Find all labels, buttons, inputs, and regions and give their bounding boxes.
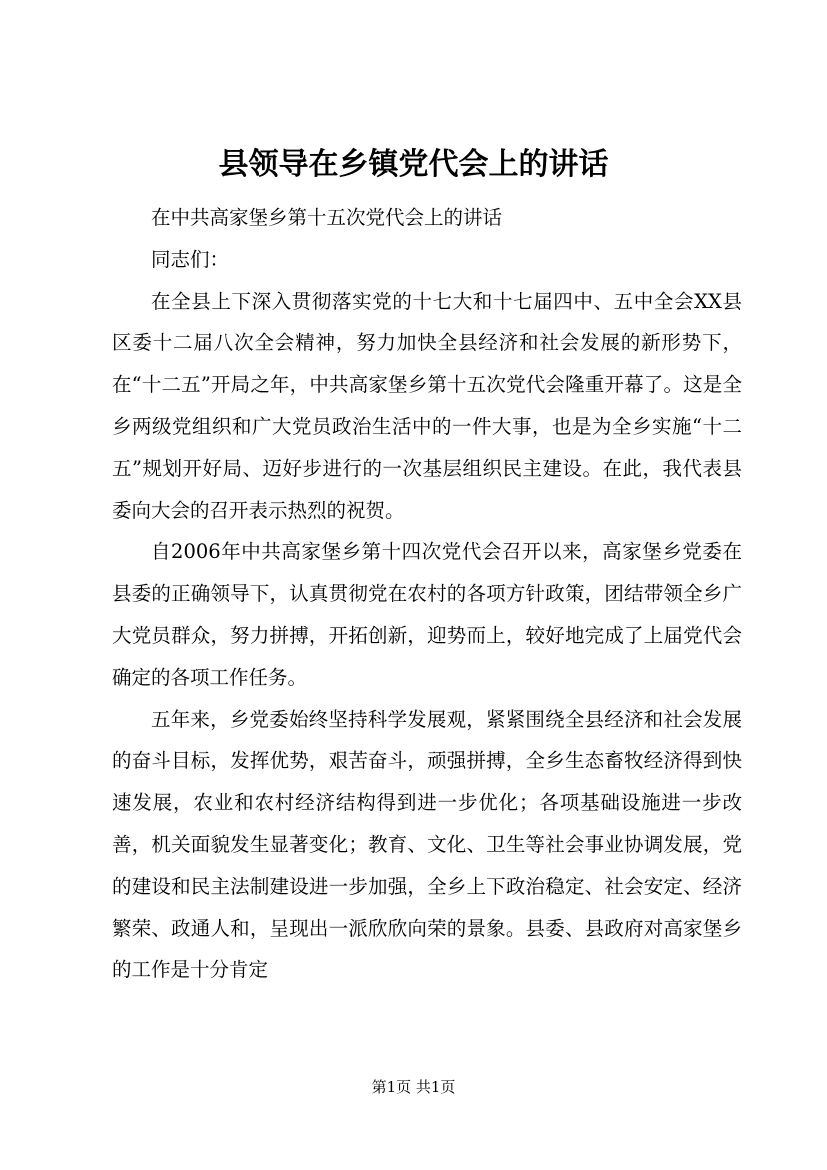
document-body: [112, 197, 742, 991]
page-number-footer: 第1页 共1页: [371, 1078, 456, 1096]
speech-subtitle: 在中共高家堡乡第十五次党代会上的讲话: [151, 206, 503, 229]
salutation: 同志们：: [151, 247, 230, 271]
paragraph-2: 自2006年中共高家堡乡第十四次党代会召开以来，高家堡乡党委在县委的正确领导下，认真贯彻党在农村的各项方针政策，团结带领全乡广大党员群众，努力拼搏，开拓创新，迎势而上，较好地完成了上届党代会确定的各项工作任务。: [112, 540, 742, 689]
paragraph-3: 五年来，乡党委始终坚持科学发展观，紧紧围绕全县经济和社会发展的奋斗目标，发挥优势，艰苦奋斗，顽强拼搏，全乡生态畜牧经济得到快速发展，农业和农村经济结构得到进一步优化；各项基础设施进一步改善，机关面貌发生显著变化；教育、文化、卫生等社会事业协调发展，党的建设和民主法制建设进一步加强，全乡上下政治稳定、社会安定、经济繁荣、政通人和，呈现出一派欣欣向荣的景象。县委、县政府对高家堡乡的工作是十分肯定: [112, 707, 742, 982]
document-title: 县领导在乡镇党代会上的讲话: [218, 147, 609, 182]
paragraph-1: 在全县上下深入贯彻落实党的十七大和十七届四中、五中全会XX县区委十二届八次全会精神，努力加快全县经济和社会发展的新形势下，在“十二五”开局之年，中共高家堡乡第十五次党代会隆重开幕了。这是全乡两级党组织和广大党员政治生活中的一件大事，也是为全乡实施“十二五”规划开好局、迈好步进行的一次基层组织民主建设。在此，我代表县委向大会的召开表示热烈的祝贺。: [112, 289, 742, 522]
